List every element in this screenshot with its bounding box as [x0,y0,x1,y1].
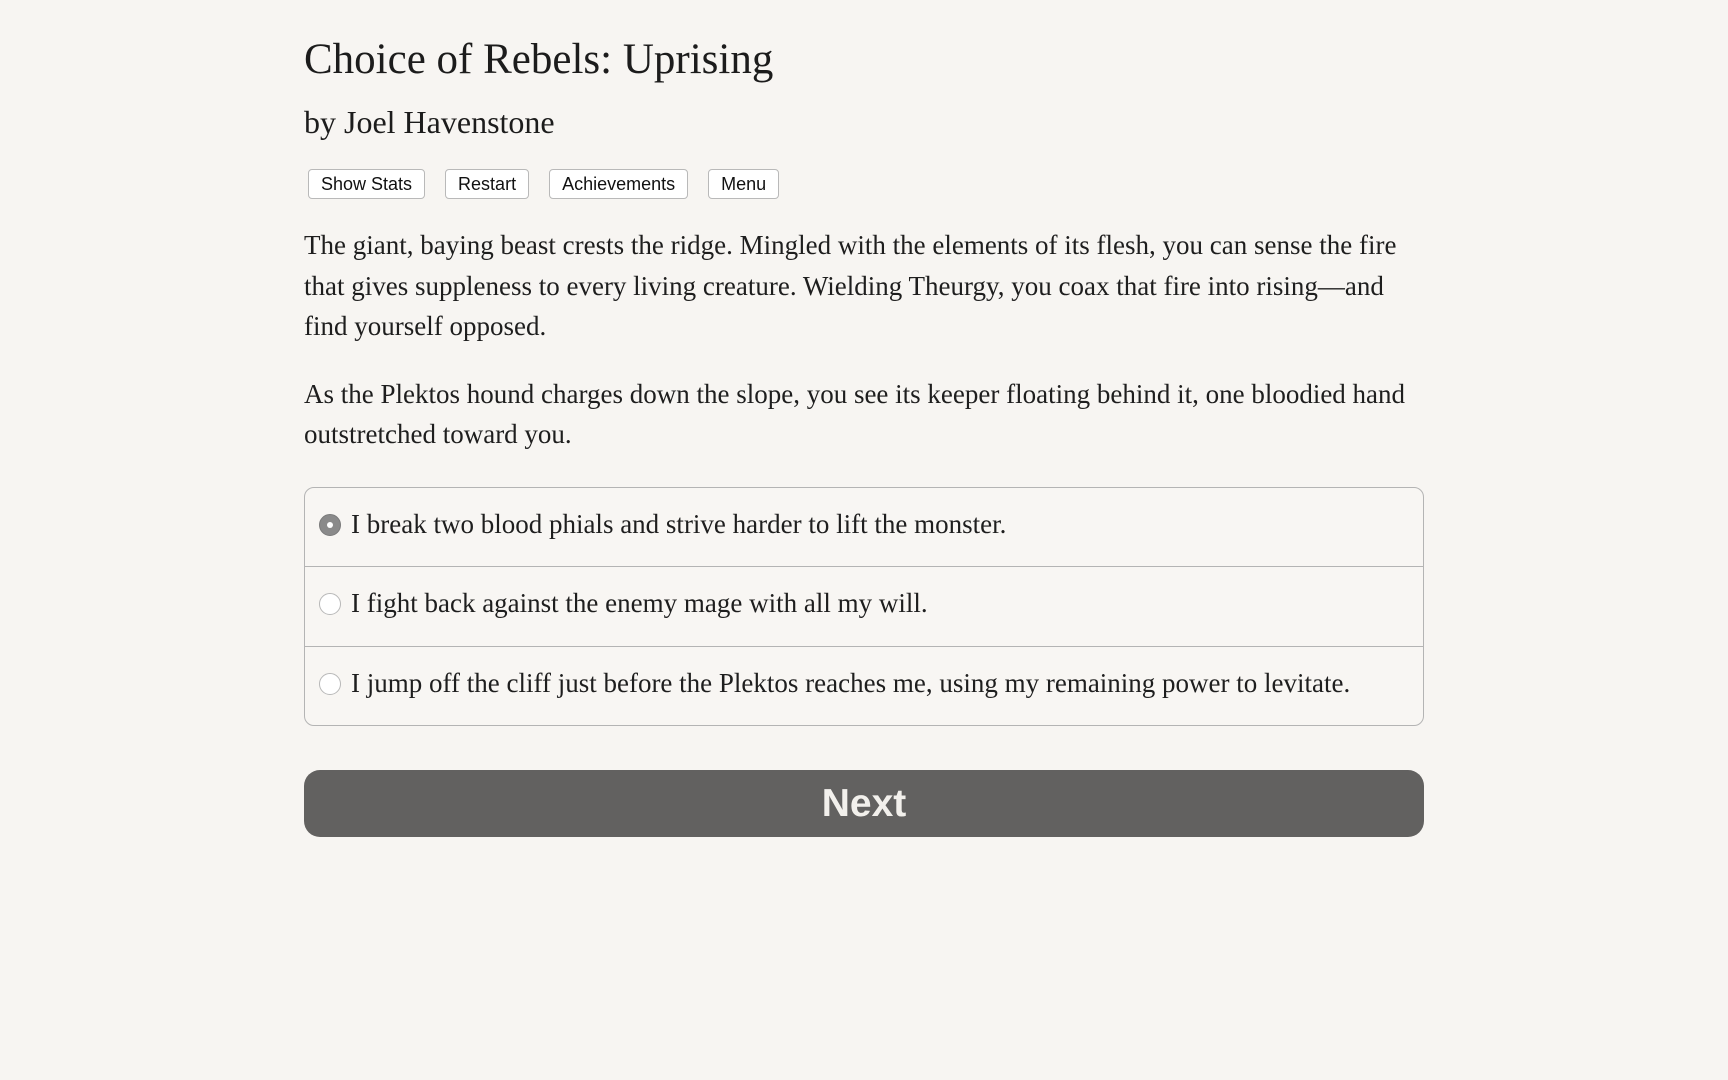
choice-option[interactable] [305,646,1423,726]
restart-button[interactable]: Restart [445,169,529,199]
story-paragraph: As the Plektos hound charges down the slope, you see its keeper floating behind it, one bloodied hand outstretched toward you. [304,378,1406,449]
toolbar [304,169,1424,199]
achievements-button[interactable]: Achievements [549,169,688,199]
radio-button[interactable] [319,593,341,615]
show-stats-button[interactable]: Show Stats [308,169,425,199]
choice-label: I jump off the cliff just before the Plektos reaches me, using my remaining power to levitate. [351,667,1351,698]
story-text [304,225,1424,455]
game-author: by Joel Havenstone [304,104,555,140]
next-button[interactable]: Next [304,770,1424,837]
menu-button[interactable]: Menu [708,169,779,199]
radio-button[interactable] [319,514,341,536]
choice-label: I fight back against the enemy mage with all my will. [351,588,928,618]
choice-list [304,487,1424,727]
choice-label: I break two blood phials and strive harder to lift the monster. [351,508,1007,539]
radio-button[interactable] [319,673,341,695]
game-title: Choice of Rebels: Uprising [304,36,774,83]
story-paragraph: The giant, baying beast crests the ridge. Mingled with the elements of its flesh, you can sense the fire that gives suppleness to every living creature. Wielding Theurgy, you coax that fire into rising—and find yourself opposed. [304,230,1397,341]
game-container [304,0,1424,837]
choice-option[interactable] [305,566,1423,646]
choice-option[interactable] [305,488,1423,567]
